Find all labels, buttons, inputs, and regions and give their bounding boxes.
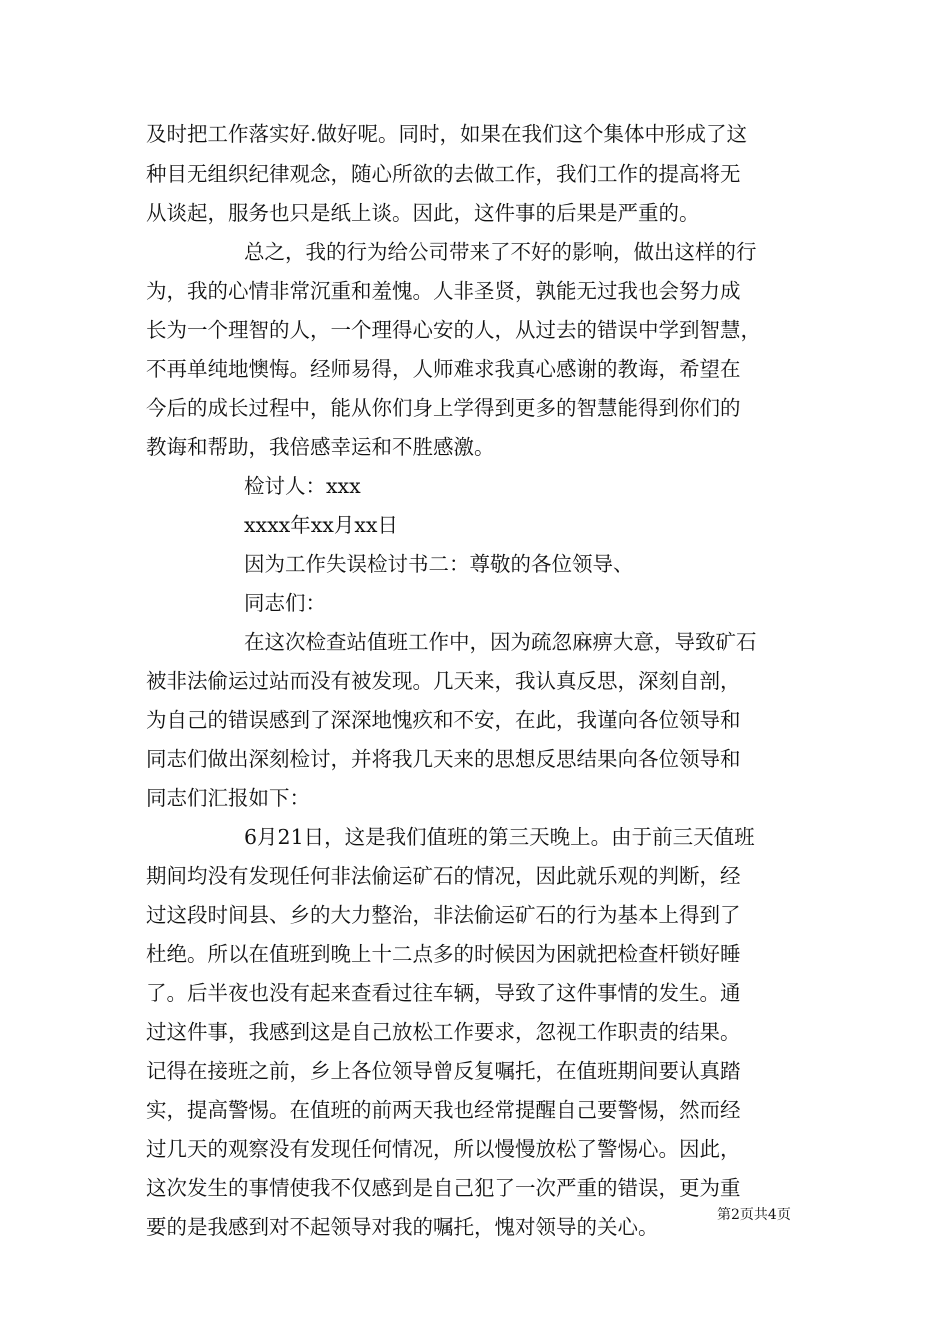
- text-line: 了。后半夜也没有起来查看过往车辆，导致了这件事情的发生。通: [146, 981, 741, 1005]
- text-line: 同志们做出深刻检讨，并将我几天来的思想反思结果向各位领导和: [146, 747, 741, 771]
- text-line: 在这次检查站值班工作中，因为疏忽麻痹大意，导致矿石: [244, 630, 757, 654]
- text-line: 为自己的错误感到了深深地愧疚和不安，在此，我谨向各位领导和: [146, 708, 741, 732]
- section-heading: 因为工作失误检讨书二：尊敬的各位领导、: [244, 552, 634, 576]
- salutation: 同志们：: [244, 591, 326, 615]
- text-line: 被非法偷运过站而没有被发现。几天来，我认真反思，深刻自剖，: [146, 669, 741, 693]
- text-line: 过这件事，我感到这是自己放松工作要求，忽视工作职责的结果。: [146, 1020, 741, 1044]
- text-line: 从谈起，服务也只是纸上谈。因此，这件事的后果是严重的。: [146, 201, 700, 225]
- signature-date: xxxx年xx月xx日: [244, 513, 398, 537]
- text-line: 长为一个理智的人，一个理得心安的人，从过去的错误中学到智慧，: [146, 318, 761, 342]
- text-line: 不再单纯地懊悔。经师易得，人师难求我真心感谢的教诲，希望在: [146, 357, 741, 381]
- text-line: 记得在接班之前，乡上各位领导曾反复嘱托，在值班期间要认真踏: [146, 1059, 741, 1083]
- text-line: 这次发生的事情使我不仅感到是自己犯了一次严重的错误，更为重: [146, 1176, 741, 1200]
- text-line: 期间均没有发现任何非法偷运矿石的情况，因此就乐观的判断，经: [146, 864, 741, 888]
- text-line: 今后的成长过程中，能从你们身上学得到更多的智慧能得到你们的: [146, 396, 741, 420]
- text-line: 教诲和帮助，我倍感幸运和不胜感激。: [146, 435, 495, 459]
- text-line: 要的是我感到对不起领导对我的嘱托，愧对领导的关心。: [146, 1215, 659, 1239]
- text-line: 种目无组织纪律观念，随心所欲的去做工作，我们工作的提高将无: [146, 162, 741, 186]
- text-line: 过几天的观察没有发现任何情况，所以慢慢放松了警惕心。因此，: [146, 1137, 741, 1161]
- text-line: 实，提高警惕。在值班的前两天我也经常提醒自己要警惕，然而经: [146, 1098, 741, 1122]
- signature-name: 检讨人：xxx: [244, 474, 361, 498]
- text-line: 同志们汇报如下：: [146, 786, 310, 810]
- text-line: 杜绝。所以在值班到晚上十二点多的时候因为困就把检查杆锁好睡: [146, 942, 741, 966]
- text-line: 及时把工作落实好.做好呢。同时，如果在我们这个集体中形成了这: [146, 122, 748, 146]
- text-line: 总之，我的行为给公司带来了不好的影响，做出这样的行: [244, 240, 757, 264]
- page-number: 第2页共4页: [717, 1207, 791, 1223]
- text-line: 6月21日，这是我们值班的第三天晚上。由于前三天值班: [244, 825, 755, 849]
- text-line: 为，我的心情非常沉重和羞愧。人非圣贤，孰能无过我也会努力成: [146, 279, 741, 303]
- text-line: 过这段时间县、乡的大力整治，非法偷运矿石的行为基本上得到了: [146, 903, 741, 927]
